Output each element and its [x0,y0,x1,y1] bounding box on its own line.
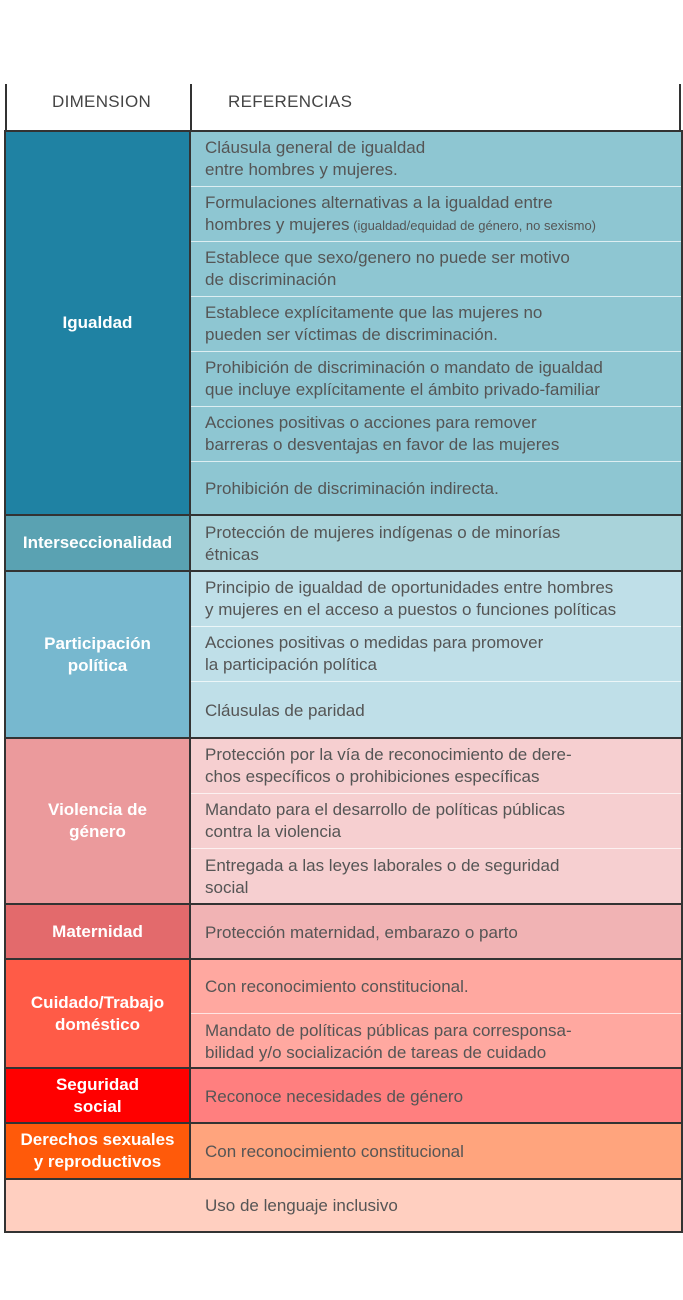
reference-item [191,960,681,1014]
reference-text: Establece explícitamente que las mujeres no pueden ser víctimas de discriminación. [205,303,543,344]
reference-text: Protección de mujeres indígenas o de minorías étnicas [205,523,561,564]
header-divider [190,84,192,132]
dimension-cell-maternidad [6,905,191,958]
references-cell-violencia [191,739,681,903]
dimension-group-cuidado [4,960,683,1069]
dimension-cell-interseccionalidad [6,516,191,570]
reference-text: Con reconocimiento constitucional [205,1142,464,1161]
dimension-group-lenguaje [4,1180,683,1231]
reference-text: Reconoce necesidades de género [205,1086,464,1106]
references-table [4,130,683,1233]
reference-text: Principio de igualdad de oportunidades entre hombres y mujeres en el acceso a puestos o funciones políticas [205,578,617,619]
reference-item [191,462,681,516]
dimension-group-interseccionalidad [4,516,683,572]
reference-item [191,1124,681,1180]
reference-text: Mandato de políticas públicas para corresponsa- bilidad y/o socialización de tareas de cuidado [205,1020,572,1062]
dimension-cell-derechos [6,1124,191,1178]
reference-item [191,1069,681,1124]
dimension-label: Derechos sexuales y reproductivos [20,1130,175,1171]
dimension-group-igualdad [4,132,683,516]
reference-item [191,242,681,297]
references-cell-maternidad [191,905,681,958]
dimension-group-seguridad [4,1069,683,1124]
reference-item [191,352,681,407]
dimension-label: Violencia de género [48,800,147,841]
reference-text: Con reconocimiento constitucional. [205,976,469,996]
dimension-label: Maternidad [52,921,143,941]
dimension-label: Igualdad [62,313,133,332]
reference-item [191,1180,681,1231]
references-cell-derechos [191,1124,681,1178]
reference-item [191,849,681,905]
reference-text: Formulaciones alternativas a la igualdad entre hombres y mujeres (igualdad/equidad de género, no sexismo) [205,192,597,234]
reference-text: Prohibición de discriminación indirecta. [205,479,499,498]
references-cell-lenguaje [191,1180,681,1231]
dimension-group-participacion [4,572,683,739]
reference-text: Acciones positivas o acciones para remover barreras o desventajas en favor de las mujeres [205,413,560,454]
reference-text: Acciones positivas o medidas para promover la participación política [205,633,544,674]
reference-item [191,682,681,739]
reference-note: (igualdad/equidad de género, no sexismo) [349,217,597,233]
reference-text: Protección por la vía de reconocimiento de dere- chos específicos o prohibiciones específicas [205,745,572,786]
reference-item [191,187,681,242]
dimension-group-violencia [4,739,683,905]
dimension-label: Cuidado/Trabajo doméstico [30,992,165,1034]
dimension-cell-participacion [6,572,191,737]
references-cell-cuidado [191,960,681,1067]
reference-item [191,516,681,572]
reference-item [191,407,681,462]
dimension-cell-violencia [6,739,191,903]
reference-item [191,627,681,682]
header-dimension: DIMENSION [52,92,152,111]
reference-text: Establece que sexo/genero no puede ser motivo de discriminación [205,248,570,289]
reference-text: Protección maternidad, embarazo o parto [205,922,518,942]
reference-item [191,905,681,960]
header-referencias: REFERENCIAS [228,92,353,111]
reference-text: Cláusula general de igualdad entre hombres y mujeres. [205,138,426,179]
dimension-cell-cuidado [6,960,191,1067]
references-cell-participacion [191,572,681,737]
dimension-group-maternidad [4,905,683,960]
dimension-group-derechos [4,1124,683,1180]
dimension-label: Seguridad social [55,1074,140,1116]
reference-item [191,794,681,849]
dimension-label: Interseccionalidad [22,533,173,552]
reference-text: Prohibición de discriminación o mandato de igualdad que incluye explícitamente el ámbito privado-familiar [205,358,603,399]
reference-item [191,1014,681,1069]
reference-item [191,572,681,627]
reference-text: Entregada a las leyes laborales o de seguridad social [205,856,560,897]
dimension-cell-igualdad [6,132,191,514]
dimension-cell-seguridad [6,1069,191,1122]
references-cell-interseccionalidad [191,516,681,570]
references-cell-igualdad [191,132,681,514]
reference-text: Cláusulas de paridad [205,700,365,720]
references-cell-seguridad [191,1069,681,1122]
table-header [5,84,681,132]
reference-item [191,297,681,352]
reference-text: Mandato para el desarrollo de políticas públicas contra la violencia [205,800,566,841]
dimension-cell-lenguaje [6,1180,191,1231]
reference-text: Uso de lenguaje inclusivo [205,1195,398,1215]
dimension-label: Participación política [44,633,151,675]
reference-item [191,739,681,794]
reference-item [191,132,681,187]
